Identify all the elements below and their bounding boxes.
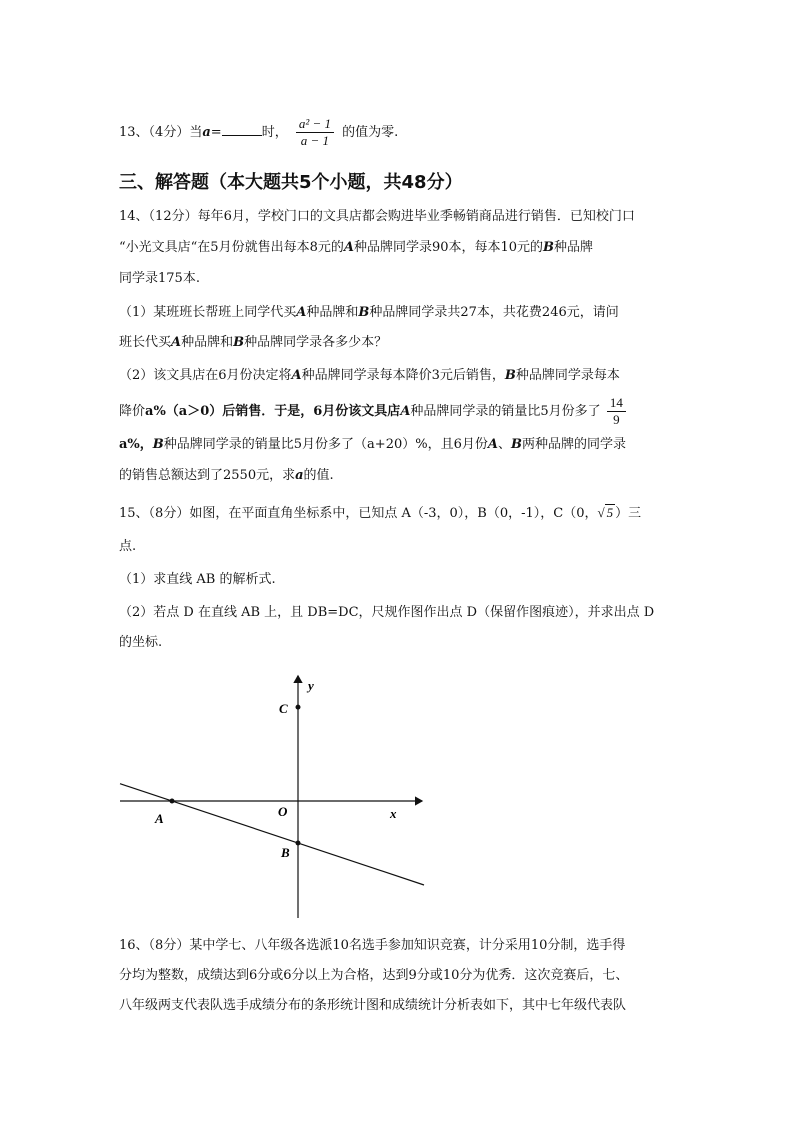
q14-text: 种品牌同学录每本降价3元后销售， <box>301 368 505 383</box>
q15-text: ）三 <box>615 506 642 521</box>
q14-part2-line2 <box>119 394 626 430</box>
label-a: A <box>155 811 164 826</box>
q14-text: 的销售总额达到了2550元，求 <box>119 468 296 483</box>
q13-frac-denominator: a − 1 <box>300 133 330 148</box>
q14-part2-line3 <box>119 435 626 455</box>
q14-text: 、 <box>497 437 511 452</box>
label-b: B <box>281 845 290 860</box>
q14-frac-denominator: 9 <box>613 412 620 427</box>
brand-b: B <box>543 240 555 255</box>
q13-answer-blank <box>222 123 262 136</box>
q14-text: 种品牌同学录共27本，共花费246元，请问 <box>369 305 619 320</box>
q15-part2-line1: （2）若点 D 在直线 AB 上，且 DB=DC，尺规作图作出点 D（保留作图痕迹），并求出点 D <box>119 605 655 620</box>
label-y: y <box>308 678 314 693</box>
q14-part1-line2 <box>119 333 387 353</box>
q14-line1: 14、（12分）每年6月，学校门口的文具店都会购进毕业季畅销商品进行销售．已知校门口 <box>119 209 635 224</box>
q14-line2 <box>119 238 593 258</box>
q14-text: 种品牌同学录各多少本？ <box>244 335 388 350</box>
q14-part2-line1 <box>119 366 620 386</box>
q14-text: 种品牌同学录90本，每本10元的 <box>353 240 544 255</box>
q14-text: 种品牌和 <box>306 305 359 320</box>
q13-fraction <box>296 116 334 149</box>
q14-part2-line4 <box>119 466 334 486</box>
q14-text: 降价 <box>119 404 146 419</box>
q14-text: （2）该文具店在6月份决定将 <box>119 368 292 383</box>
q14-text: 种品牌 <box>554 240 594 255</box>
brand-b: B <box>358 305 370 320</box>
q13-text-end: 的值为零. <box>342 125 399 140</box>
q16-line1: 16、（8分）某中学七、八年级各选派10名选手参加知识竞赛，计分采用10分制，选手得 <box>119 938 626 953</box>
q14-line3: 同学录175本. <box>119 271 200 286</box>
q14-var: a <box>295 468 304 483</box>
q13-eq: = <box>210 125 222 140</box>
q14-text: 种品牌同学录的销量比5月份多了（a+20）%，且6月份 <box>163 437 488 452</box>
q15-part2-line2: 的坐标. <box>119 635 163 650</box>
brand-a: A <box>296 305 307 320</box>
q15-part1: （1）求直线 AB 的解析式. <box>119 572 276 587</box>
label-origin: O <box>278 804 288 819</box>
brand-b: B <box>152 437 164 452</box>
q14-text: 种品牌和 <box>181 335 234 350</box>
q14-text: 种品牌同学录每本 <box>515 368 620 383</box>
brand-b: B <box>504 368 516 383</box>
q14-part1-line1 <box>119 303 619 323</box>
q14-text: “小光文具店“在5月份就售出每本8元的 <box>119 240 344 255</box>
point-a <box>170 799 175 804</box>
q13-frac-numerator: a² − 1 <box>296 116 334 133</box>
q14-fraction <box>607 395 626 428</box>
q13-text-when: 时， <box>261 125 288 140</box>
q13-score: （4分） <box>148 125 190 140</box>
coordinate-graph <box>0 668 794 928</box>
q13-line <box>119 116 398 149</box>
point-b <box>296 841 301 846</box>
sqrt-symbol: √ 5 <box>597 505 614 520</box>
q14-text: a%（a＞0）后销售．于是，6月份该文具店 <box>145 404 401 419</box>
label-x: x <box>390 806 397 821</box>
q15-line2: 点. <box>119 539 137 554</box>
q13-var: a <box>202 125 211 140</box>
q13-text: 当 <box>189 125 203 140</box>
brand-a: A <box>400 404 411 419</box>
q14-text: （1）某班班长帮班上同学代买 <box>119 305 297 320</box>
q14-text: 的值. <box>303 468 334 483</box>
point-c <box>296 705 301 710</box>
brand-a: A <box>291 368 302 383</box>
line-ab <box>120 784 424 885</box>
brand-a: A <box>171 335 182 350</box>
q16-line3: 八年级两支代表队选手成绩分布的条形统计图和成绩统计分析表如下，其中七年级代表队 <box>119 998 627 1013</box>
q14-text: 班长代买 <box>119 335 172 350</box>
label-c: C <box>279 701 288 716</box>
brand-a: A <box>487 437 498 452</box>
q14-text: 种品牌同学录的销量比5月份多了 <box>410 404 601 419</box>
sqrt-radicand: 5 <box>606 505 614 520</box>
brand-b: B <box>233 335 245 350</box>
q15-text: 15、（8分）如图，在平面直角坐标系中，已知点 A（-3，0），B（0，-1），C（0， <box>119 506 598 521</box>
section-title: 三、解答题（本大题共5个小题，共48分） <box>119 172 463 193</box>
q16-line2: 分均为整数，成绩达到6分或6分以上为合格，达到9分或10分为优秀．这次竞赛后，七、 <box>119 968 629 983</box>
q13-number: 13、 <box>119 125 149 140</box>
brand-a: A <box>343 240 354 255</box>
q14-text: a%， <box>119 437 153 452</box>
brand-b: B <box>510 437 522 452</box>
q14-text: 两种品牌的同学录 <box>521 437 626 452</box>
q15-line1 <box>119 503 641 524</box>
q14-frac-numerator: 14 <box>607 395 626 412</box>
